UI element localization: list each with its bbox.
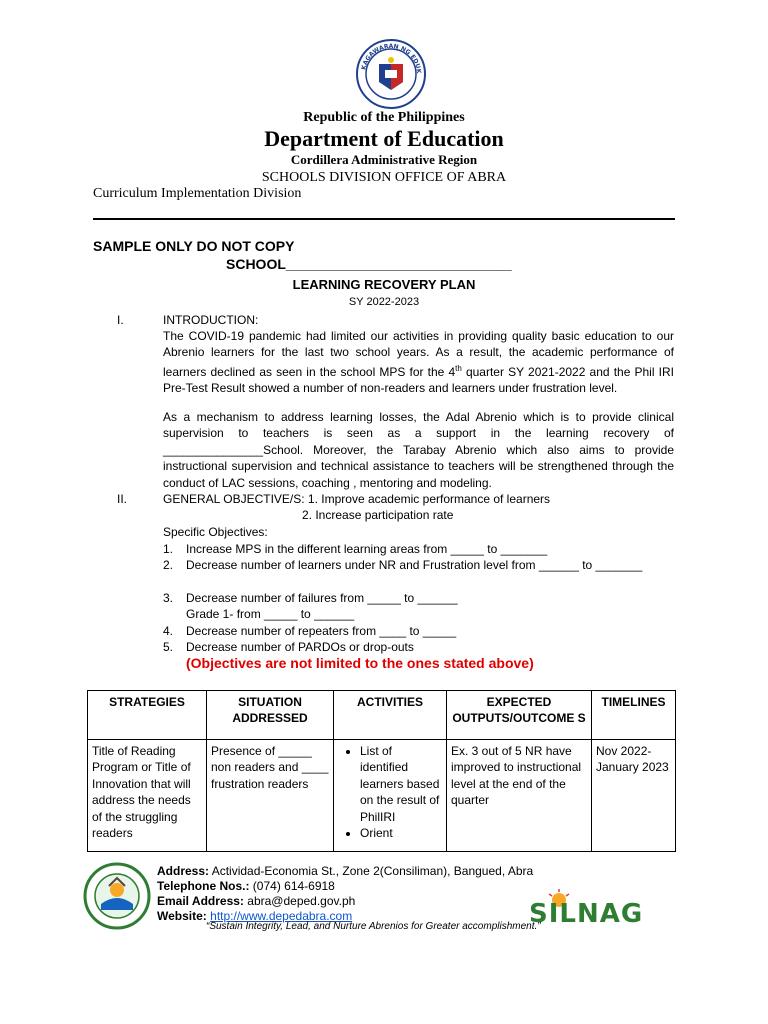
objective-num-4: 4. bbox=[163, 624, 174, 638]
objective-num-3: 3. bbox=[163, 591, 174, 605]
objective-num-2: 2. bbox=[163, 558, 174, 572]
school-year: SY 2022-2023 bbox=[348, 296, 420, 308]
col-activities: ACTIVITIES bbox=[334, 691, 447, 740]
col-situation: SITUATION ADDRESSED bbox=[207, 691, 334, 740]
intro-paragraph-1: The COVID-19 pandemic had limited our activities in providing quality basic education to our Abrenio learners for the last two school years. As a result, the academic performance of learners declined as seen in the school MPS for the 4th quarter SY 2021-2022 and the Phil IRI Pre-Test Result showed a number of non-readers and learners under frustration level. bbox=[163, 329, 674, 396]
section-numeral-1: I. bbox=[117, 313, 124, 327]
svg-text:SILNAG: SILNAG bbox=[529, 899, 644, 928]
unit-line: Curriculum Implementation Division bbox=[93, 186, 302, 201]
cell-situation: Presence of _____ non readers and ____ frustration readers bbox=[207, 740, 334, 852]
footer-motto: “Sustain Integrity, Lead, and Nurture Abrenios for Greater accomplishment.” bbox=[206, 921, 541, 932]
footer-phone: Telephone Nos.: (074) 614-6918 bbox=[157, 879, 335, 893]
cell-activities bbox=[334, 740, 447, 852]
school-line bbox=[226, 256, 512, 272]
doc-title: LEARNING RECOVERY PLAN bbox=[292, 277, 476, 292]
cell-timelines: Nov 2022- January 2023 bbox=[592, 740, 676, 852]
footer-website: Website: http://www.depedabra.com bbox=[157, 909, 353, 923]
strategy-table bbox=[87, 690, 676, 852]
activities-list bbox=[338, 743, 442, 841]
footer-email: Email Address: abra@deped.gov.ph bbox=[157, 894, 356, 908]
footer-contact bbox=[157, 864, 533, 924]
objectives-note: (Objectives are not limited to the ones stated above) bbox=[186, 655, 534, 671]
objective-num-1: 1. bbox=[163, 542, 174, 556]
silnag-logo bbox=[527, 888, 675, 928]
objective-item-5: Decrease number of PARDOs or drop-outs bbox=[186, 640, 414, 654]
header-divider bbox=[93, 218, 675, 220]
region-line: Cordillera Administrative Region bbox=[290, 152, 478, 167]
table-header-row bbox=[88, 691, 676, 740]
general-objective-1: GENERAL OBJECTIVE/S: 1. Improve academic performance of learners bbox=[163, 492, 551, 506]
sample-notice: SAMPLE ONLY DO NOT COPY bbox=[93, 238, 295, 254]
division-office-line: SCHOOLS DIVISION OFFICE OF ABRA bbox=[261, 170, 507, 185]
objective-item-3-sub: Grade 1- from _____ to ______ bbox=[186, 607, 355, 621]
school-blank: _____________________________ bbox=[285, 256, 512, 272]
list-item: • Orient bbox=[360, 825, 442, 841]
col-timelines: TIMELINES bbox=[592, 691, 676, 740]
section-numeral-2: II. bbox=[117, 492, 128, 506]
col-strategies: STRATEGIES bbox=[88, 691, 207, 740]
school-label: SCHOOL bbox=[226, 256, 286, 272]
footer-address: Address: Actividad-Economia St., Zone 2(Consiliman), Bangued, Abra bbox=[157, 864, 534, 878]
svg-text:KAGAWARAN NG EDUKASYON: KAGAWARAN NG EDUK bbox=[360, 42, 423, 74]
republic-line: Republic of the Philippines bbox=[303, 110, 465, 125]
specific-objectives-heading: Specific Objectives: bbox=[163, 525, 268, 539]
department-title: Department of Education bbox=[264, 126, 504, 151]
deped-abra-logo bbox=[83, 862, 151, 930]
col-outputs: EXPECTED OUTPUTS/OUTCOME S bbox=[447, 691, 592, 740]
general-objective-2: 2. Increase participation rate bbox=[302, 508, 454, 522]
objective-item-1: Increase MPS in the different learning areas from _____ to _______ bbox=[186, 542, 548, 556]
deped-seal bbox=[355, 38, 427, 110]
intro-heading: INTRODUCTION: bbox=[163, 313, 259, 327]
objective-item-4: Decrease number of repeaters from ____ to _____ bbox=[186, 624, 457, 638]
website-link[interactable]: http://www.depedabra.com bbox=[210, 909, 353, 923]
table-row bbox=[88, 740, 676, 852]
list-item: • List of identified learners based on the result of PhilIRI bbox=[360, 743, 442, 825]
cell-strategies: Title of Reading Program or Title of Innovation that will address the needs of the struggling readers bbox=[88, 740, 207, 852]
objective-item-3: Decrease number of failures from _____ to ______ bbox=[186, 591, 458, 605]
cell-outputs: Ex. 3 out of 5 NR have improved to instructional level at the end of the quarter bbox=[447, 740, 592, 852]
objective-item-2: Decrease number of learners under NR and Frustration level from ______ to _______ bbox=[186, 558, 643, 572]
intro-paragraph-2: As a mechanism to address learning losses, the Adal Abrenio which is to provide clinical supervision to teachers is seen as a support in the learning recovery of _______________School. Moreover, the Tarabay Abrenio which also aims to provide instructional supervision and technical assistance to teachers will be strengthened through the conduct of LAC sessions, coaching , mentoring and modeling. bbox=[163, 410, 674, 490]
objective-num-5: 5. bbox=[163, 640, 174, 654]
